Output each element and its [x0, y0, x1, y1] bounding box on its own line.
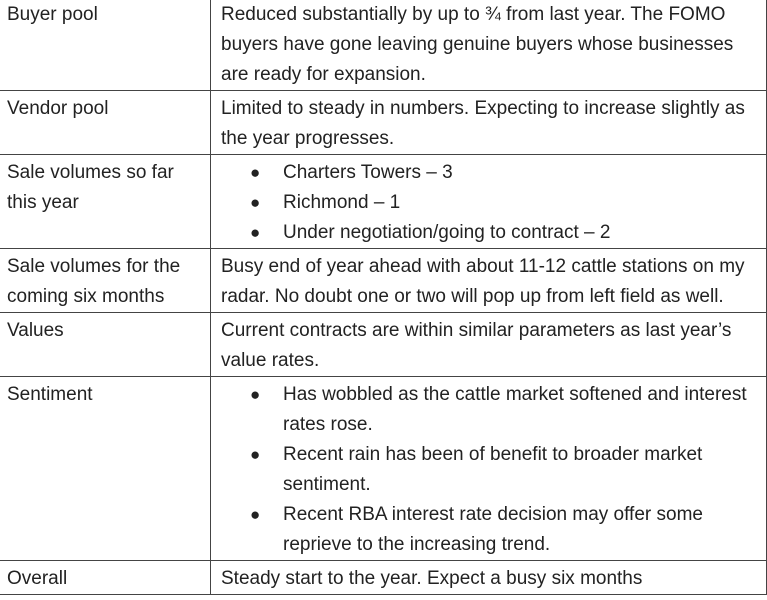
- table-row-sale-volumes-coming: [0, 249, 767, 313]
- row-value: [211, 377, 767, 561]
- table-row-buyer-pool: [0, 0, 767, 91]
- row-label: Sentiment: [0, 377, 211, 561]
- table-row-overall: [0, 561, 767, 595]
- bullet-icon: ●: [250, 445, 261, 464]
- list-item-text: Charters Towers – 3: [283, 162, 453, 183]
- list-item-text: Recent rain has been of benefit to broader market sentiment.: [283, 444, 703, 495]
- list-item: [221, 188, 764, 218]
- list-item-text: Richmond – 1: [283, 192, 401, 213]
- table-row-values: [0, 313, 767, 377]
- list-item: [221, 158, 764, 188]
- bullet-list: [221, 380, 764, 560]
- row-value: Busy end of year ahead with about 11-12 cattle stations on my radar. No doubt one or two will pop up from left field as well.: [211, 249, 767, 313]
- list-item: [221, 500, 764, 560]
- list-item: [221, 218, 764, 248]
- row-label: Sale volumes so far this year: [0, 155, 211, 249]
- row-label: Values: [0, 313, 211, 377]
- row-label: Sale volumes for the coming six months: [0, 249, 211, 313]
- list-item-text: Under negotiation/going to contract – 2: [283, 222, 611, 243]
- list-item-text: Recent RBA interest rate decision may offer some reprieve to the increasing trend.: [283, 504, 703, 555]
- bullet-icon: ●: [250, 193, 261, 212]
- row-value: Limited to steady in numbers. Expecting to increase slightly as the year progresses.: [211, 91, 767, 155]
- table-row-sentiment: [0, 377, 767, 561]
- table-row-vendor-pool: [0, 91, 767, 155]
- row-label: Vendor pool: [0, 91, 211, 155]
- bullet-icon: ●: [250, 505, 261, 524]
- list-item: [221, 380, 764, 440]
- bullet-icon: ●: [250, 385, 261, 404]
- bullet-icon: ●: [250, 223, 261, 242]
- bullet-list: [221, 158, 764, 248]
- list-item: [221, 440, 764, 500]
- row-value: Steady start to the year. Expect a busy six months: [211, 561, 767, 595]
- row-label: Buyer pool: [0, 0, 211, 91]
- table-row-sale-volumes-so-far: [0, 155, 767, 249]
- row-value: Reduced substantially by up to ¾ from last year. The FOMO buyers have gone leaving genuine buyers whose businesses are ready for expansion.: [211, 0, 767, 91]
- list-item-text: Has wobbled as the cattle market softened and interest rates rose.: [283, 384, 747, 435]
- bullet-icon: ●: [250, 163, 261, 182]
- row-value: [211, 155, 767, 249]
- row-label: Overall: [0, 561, 211, 595]
- row-value: Current contracts are within similar parameters as last year’s value rates.: [211, 313, 767, 377]
